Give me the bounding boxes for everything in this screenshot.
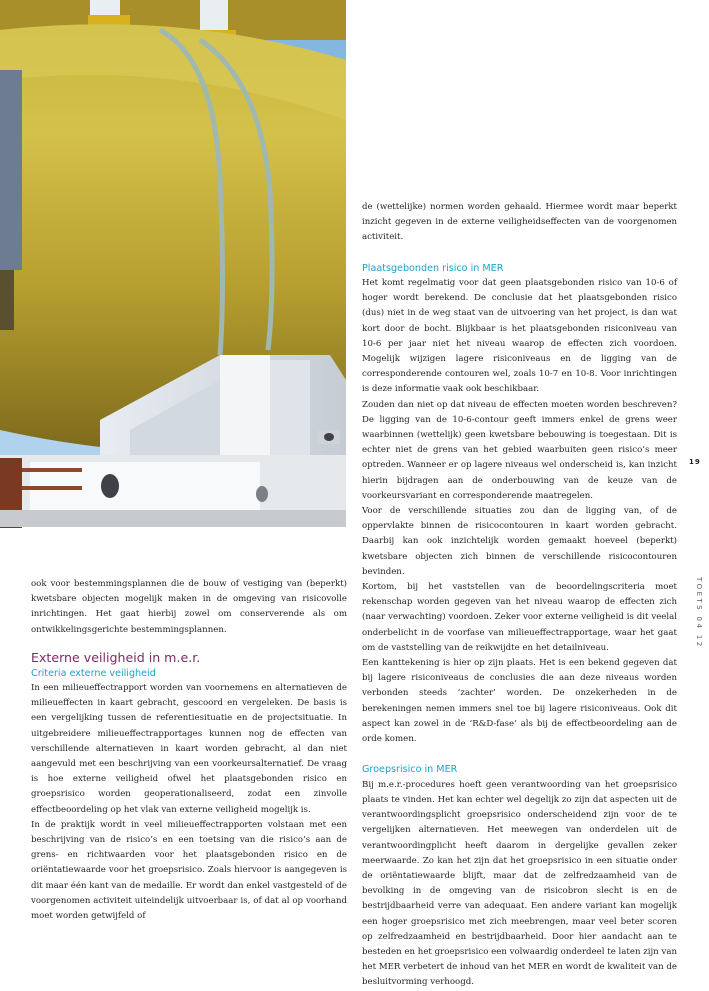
left-intro-paragraph: ook voor bestemmingsplannen die de bouw of vestiging van (beperkt) kwetsbare objecten mogelijk maken in de omgeving van risicovolle inrichtingen. Het gaat hierbij zowel om conserverende als om ontwikkelingsgerichte bestemmingsplannen.: [31, 579, 347, 635]
right-intro-paragraph: de (wettelijke) normen worden gehaald. Hiermee wordt maar beperkt inzicht gegeven in de externe veiligheidseffecten van de voorgenomen activiteit.: [362, 202, 677, 243]
left-body-paragraph-1: In een milieueffectrapport worden van voornemens en alternatieven de milieueffecten in kaart gebracht, gescoord en vergeleken. De basis is een vergelijking tussen de referentiesituatie en de projectsituatie. In uitgebreidere milieueffectrapportages kunnen nog de effecten van verschillende alternatieven in kaart worden gebracht, al dan niet aangevuld met een beschrijving van een voorkeursalternatief. De vraag is hoe externe veiligheid ofwel het plaatsgebonden risico en groepsrisico worden geoperationaliseerd, zodat een zinvolle effectbeoordeling op het vlak van externe veiligheid mogelijk is.: [31, 683, 347, 815]
subheading-plaatsgebonden: Plaatsgebonden risico in MER: [362, 262, 504, 274]
running-head: TOETS 04 12: [695, 577, 703, 649]
section-heading: Externe veiligheid in m.e.r.: [31, 649, 201, 665]
section-subheading: Criteria externe veiligheid: [31, 667, 156, 679]
subheading-groepsrisico: Groepsrisico in MER: [362, 764, 458, 776]
page-number: 19: [689, 458, 701, 466]
right-body-paragraph-1: Het komt regelmatig voor dat geen plaatsgebonden risico van 10-6 of hoger wordt berekend. De conclusie dat het plaatsgebonden risico (dus) niet in de weg staat van de uitvoering van het project, is dan wat kort door de bocht. Blijkbaar is het plaatsgebonden risiconiveau van 10-6 per jaar niet het niveau waarop de effecten zich voordoen. Mogelijk wijzigen lagere risiconiveaus en de ligging van de corresponderende contouren wel, zoals 10-7 en 10-8. Voor inrichtingen is deze informatie vaak ook beschikbaar.: [362, 278, 677, 395]
right-body-paragraph-6: Bij m.e.r.-procedures hoeft geen verantwoording van het groepsrisico plaats te vinden. Het kan echter wel degelijk zo zijn dat aspecten uit de verantwoordingsplicht groepsrisico onderscheidend zijn voor de te vergelijken alternatieven. Het meewegen van onderdelen uit de verantwoordingplicht heeft daarom in dergelijke gevallen zeker meerwaarde. Zo kan het zijn dat het groepsrisico in een situatie onder de oriëntatiewaarde blijft, maar dat de zelfredzaamheid van de bevolking in de omgeving van de risicobron slecht is en de bestrijdbaarheid verre van adequaat. Een andere variant kan mogelijk een hoger groepsrisico met zich meebrengen, maar veel beter scoren op zelfredzaamheid en bestrijdbaarheid. Door hier aandacht aan te besteden en het groepsrisico een volwaardig onderdeel te laten zijn van het MER verbetert de inhoud van het MER en wordt de kwaliteit van de besluitvorming verhoogd.: [362, 779, 677, 988]
left-body-paragraph-2: In de praktijk wordt in veel milieueffectrapporten volstaan met een beschrijving van de risico’s en een toetsing van die risico’s aan de grens- en richtwaarden voor het plaatsgebonden risico en de oriëntatiewaarde voor het groepsrisico. Zoals hiervoor is aangegeven is dit maar één kant van de medaille. Er wordt dan enkel vastgesteld of de voorgenomen activiteit uiteindelijk uitvoerbaar is, of dat al op voorhand moet worden getwijfeld of: [31, 819, 347, 922]
spacer: [362, 747, 677, 762]
right-body-paragraph-5: Een kanttekening is hier op zijn plaats. Het is een bekend gegeven dat bij lagere risiconiveaus de conclusies die aan deze niveaus worden verbonden steeds ‘zachter’ worden. De onzekerheden in de berekeningen nemen immers snel toe bij lagere risiconiveaus. Ook dit aspect kan zowel in de ‘R&D-fase’ als bij de effectbeoordeling aan de orde komen.: [362, 658, 677, 745]
right-body-paragraph-3: Voor de verschillende situaties zou dan de ligging van, of de oppervlakte binnen de risicocontouren in kaart worden gebracht. Daarbij kan ook inzichtelijk worden gemaakt hoeveel (beperkt) kwetsbare objecten zich binnen de verschillende risicocontouren bevinden.: [362, 506, 677, 577]
right-body-paragraph-4: Kortom, bij het vaststellen van de beoordelingscriteria moet rekenschap worden gegeven van het niveau waarop de effecten zich (naar verwachting) voordoen. Zeker voor externe veiligheid is dit veelal onderbelicht in de voorfase van milieueffectrapportage, waar het gaat om de vaststelling van de reikwijdte en het detailniveau.: [362, 582, 677, 653]
spacer: [362, 246, 677, 261]
right-text-column: [362, 200, 677, 991]
right-body-paragraph-2: Zouden dan niet op dat niveau de effecten moeten worden beschreven? De ligging van de 10-6-contour geeft immers enkel de grens weer waarbinnen (wettelijk) geen kwetsbare bebouwing is toegestaan. Dit is echter niet de grens van het gebied waarbuiten geen risico’s meer optreden. Wanneer er op lagere niveaus wel onderscheid is, kan inzicht hierin bijdragen aan de onderbouwing van de keuze van de voorkeursvariant en corresponderende maatregelen.: [362, 399, 677, 501]
pipeline-photo: [0, 0, 346, 527]
left-text-column: [31, 577, 347, 924]
